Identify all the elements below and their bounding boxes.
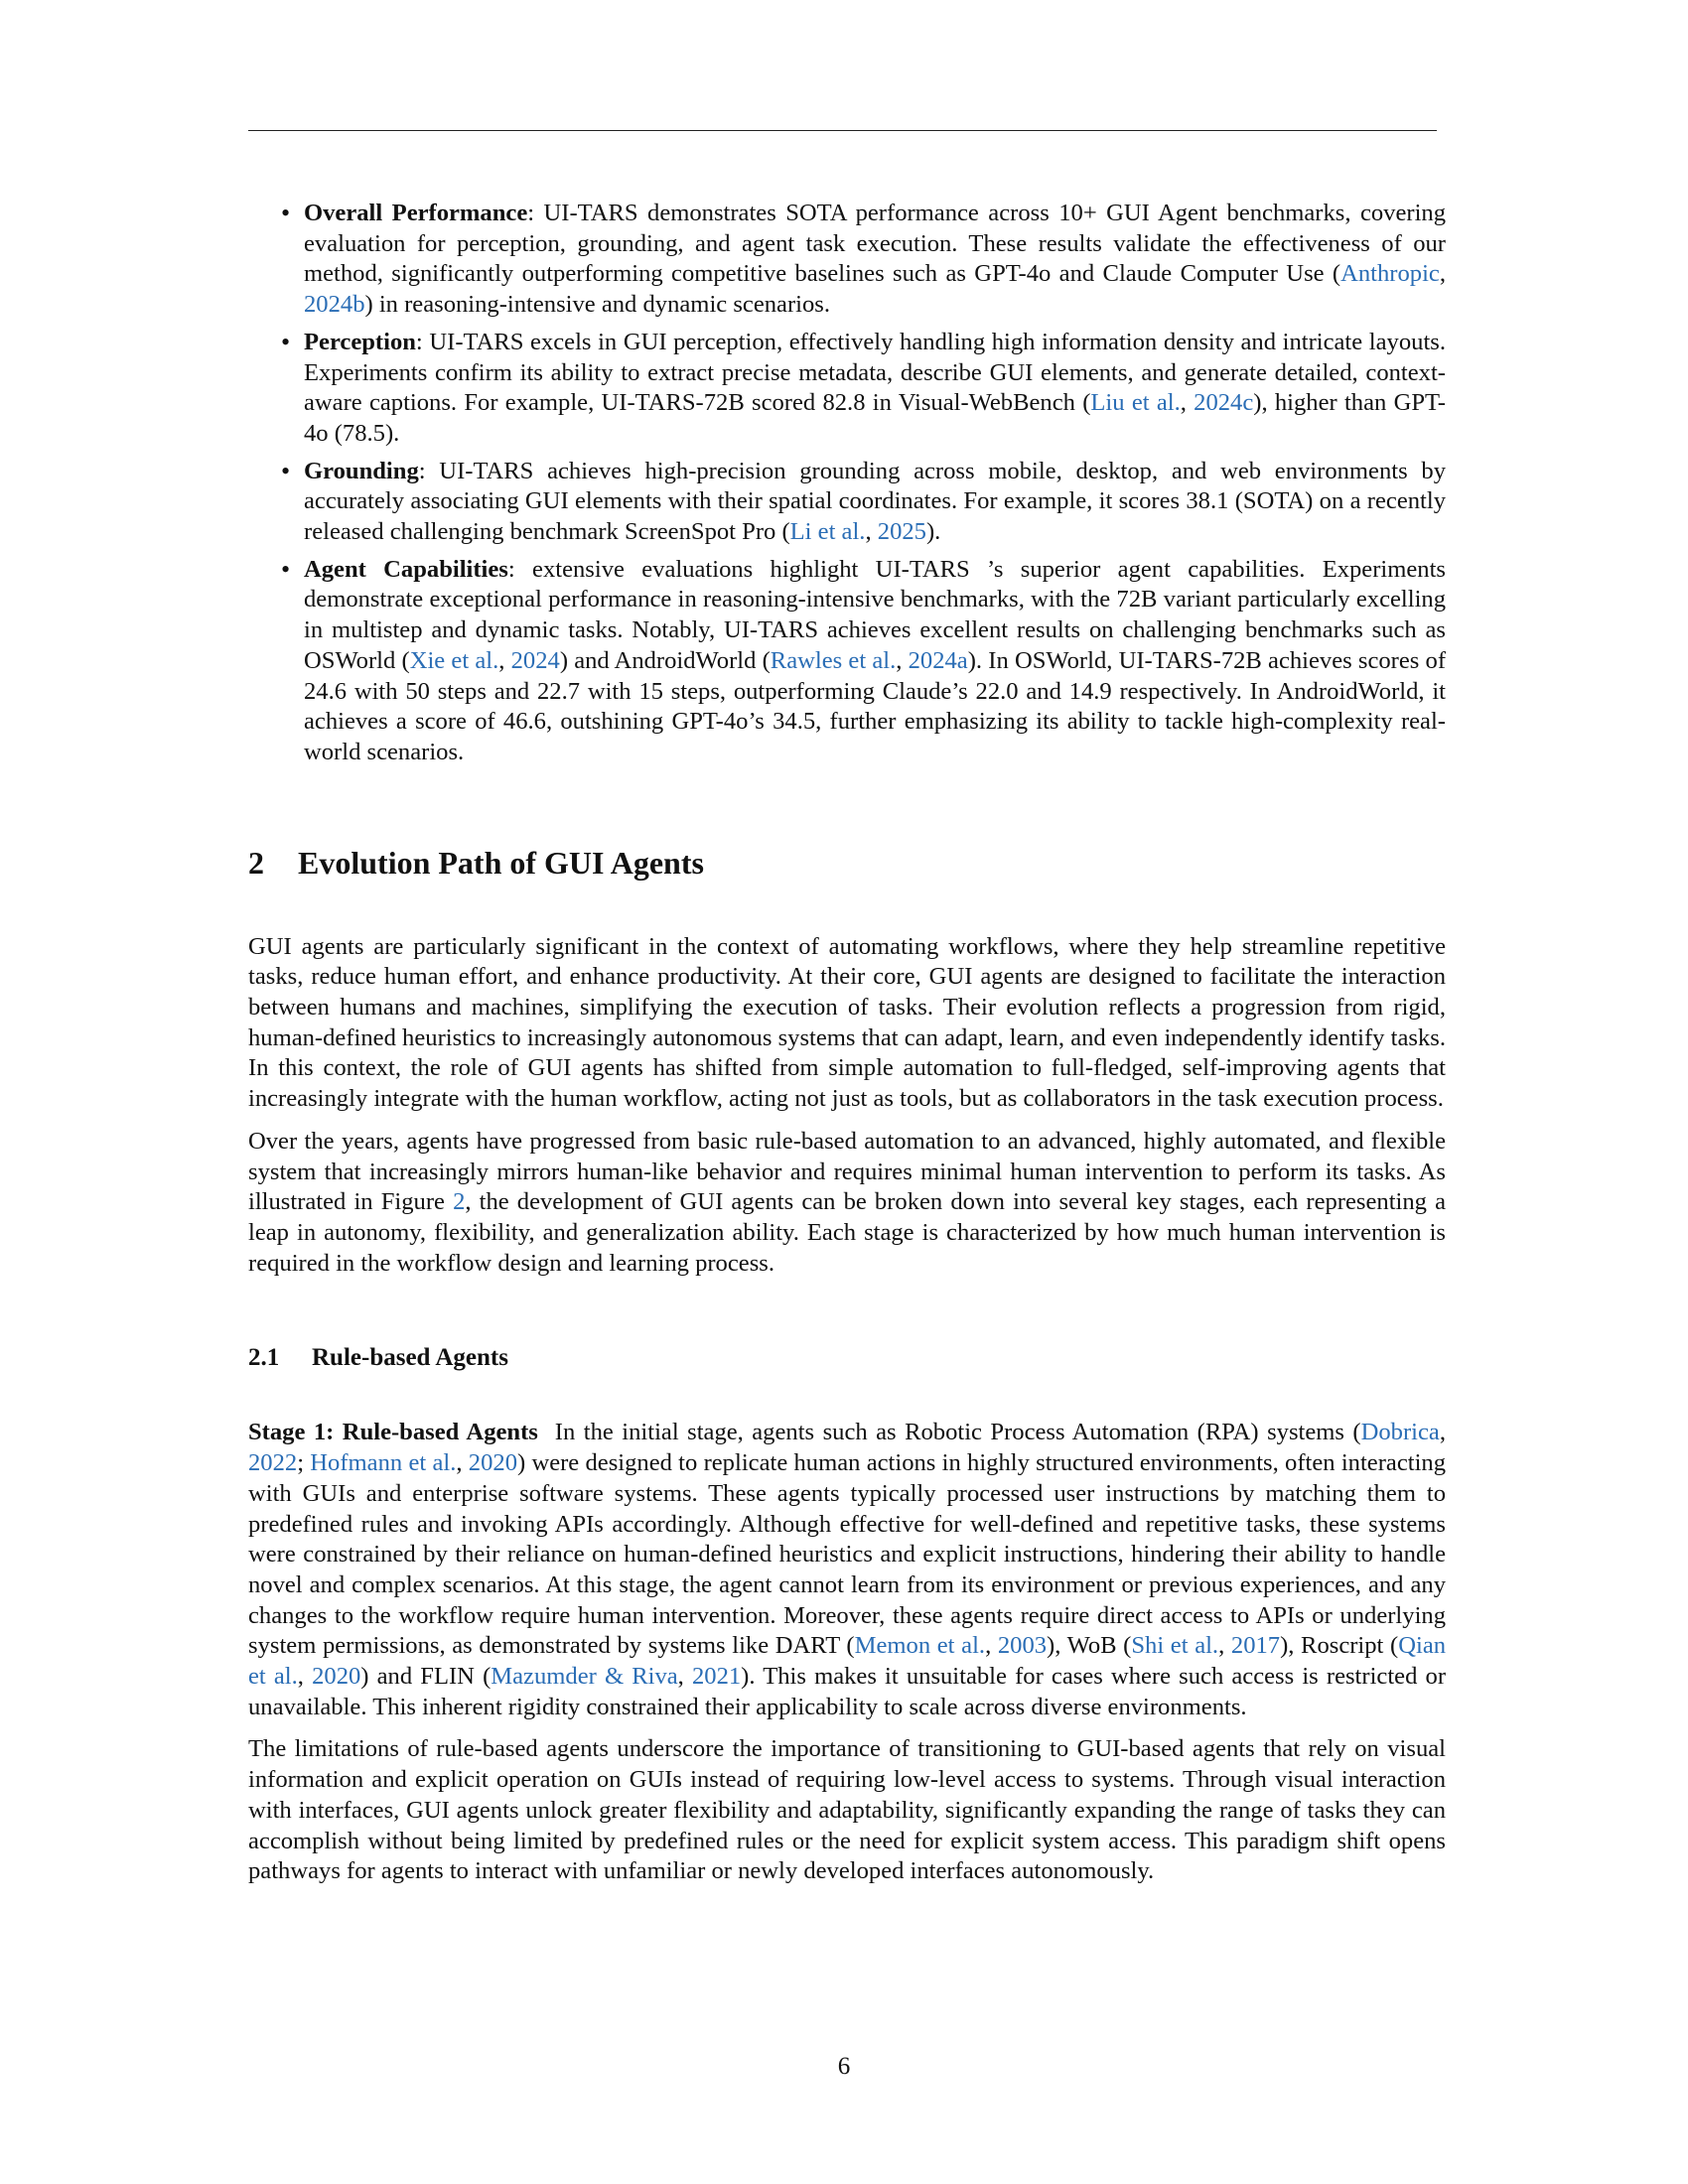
citation-link[interactable]: Liu et al. — [1090, 389, 1181, 417]
paragraph — [248, 1127, 1446, 1280]
citation-year-link[interactable]: 2020 — [312, 1663, 361, 1691]
citation-year-link[interactable]: 2024c — [1194, 389, 1254, 417]
paragraph-label: Stage 1: Rule-based Agents — [248, 1419, 538, 1446]
bullet-text-end: ) in reasoning-intensive and dynamic scenarios. — [364, 291, 830, 319]
paragraph-text: ) and FLIN ( — [360, 1663, 492, 1691]
list-item — [248, 457, 1446, 548]
paragraph-text: ). This makes it unsuitable for cases where such access is restricted or unavailable. This inherent rigidity constrained their applicability to scale across diverse environments. — [248, 1663, 1447, 1720]
section-heading — [248, 843, 1446, 883]
paragraph-text: Over the years, agents have progressed from basic rule-based automation to an advanced, highly automated, and flexible system that increasingly mirrors human-like behavior and requires minimal human intervention to perform its tasks. As illustrated in Figure — [248, 1127, 1446, 1216]
bullet-term: Perception — [304, 328, 416, 355]
paragraph: The limitations of rule-based agents underscore the importance of transitioning to GUI-based agents that rely on visual information and explicit operation on GUIs instead of requiring low-level access to systems. Through visual interaction with interfaces, GUI agents unlock greater flexibility and adaptability, significantly expanding the range of tasks they can accomplish without being limited by predefined rules or the need for explicit system access. This paradigm shift opens pathways for agents to interact with unfamiliar or newly developed interfaces autonomously. — [248, 1735, 1446, 1885]
paragraph-text: ), Roscript ( — [1280, 1632, 1399, 1660]
citation-year-link[interactable]: 2024 — [510, 646, 560, 674]
list-item — [248, 555, 1446, 768]
subsection-number: 2.1 — [248, 1344, 280, 1372]
page-number: 6 — [837, 2053, 851, 2080]
citation-year-link[interactable]: 2021 — [691, 1663, 742, 1691]
subsection-heading — [248, 1342, 1446, 1374]
bullet-term: Agent Capabilities — [304, 555, 508, 583]
citation-link[interactable]: Xie et al. — [409, 646, 499, 674]
citation-link[interactable]: Hofmann et al. — [310, 1449, 457, 1477]
list-item — [248, 199, 1446, 321]
citation-link[interactable]: Qian et al. — [248, 1632, 1447, 1691]
bullet-term: Overall Performance — [304, 200, 528, 226]
bullet-text: : UI-TARS demonstrates SOTA performance across 10+ GUI Agent benchmarks, covering evaluation for perception, grounding, and agent task execution. These results validate the effectiveness of our method, significantly outperforming competitive baselines such as GPT-4o and Claude Computer Use ( — [304, 200, 1446, 288]
citation-link[interactable]: Mazumder & Riva — [491, 1663, 678, 1691]
bullet-text-end: ). In OSWorld, UI-TARS-72B achieves scores of 24.6 with 50 steps and 22.7 with 15 steps, outperforming Claude’s 22.0 and 14.9 respectively. In AndroidWorld, it achieves a score of 46.6, outshining GPT-4o’s 34.5, further emphasizing its ability to tackle high-complexity real-world scenarios. — [304, 646, 1447, 765]
citation-year-link[interactable]: 2024b — [304, 291, 365, 319]
citation-separator: , — [865, 518, 878, 546]
subsection-body — [248, 1418, 1446, 1887]
citation-year-link[interactable]: 2022 — [248, 1449, 298, 1477]
citation-link[interactable]: Memon et al. — [854, 1632, 986, 1660]
citation-year-link[interactable]: 2025 — [877, 518, 926, 546]
bullet-text: : UI-TARS achieves high-precision grounding across mobile, desktop, and web environments by accurately associating GUI elements with their spatial coordinates. For example, it scores 38.1 (SOTA) on a recently released challenging benchmark ScreenSpot Pro ( — [304, 457, 1446, 546]
paragraph-text: In the initial stage, agents such as Robotic Process Automation (RPA) systems ( — [537, 1419, 1361, 1446]
subsection-title: Rule-based Agents — [312, 1344, 508, 1372]
paragraph: Stage 1: Rule-based Agents In the initial stage, agents such as Robotic Process Automation (RPA) systems (Dobrica, 2022; Hofmann et al., 2020) were designed to replicate human actions in highly structured environments, often interacting with GUIs and enterprise software systems. These agents typically processed user instructions by matching them to predefined rules and invoking APIs accordingly. Although effective for well-defined and repetitive tasks, these systems were constrained by their reliance on human-defined heuristics and explicit instructions, hindering their ability to handle novel and complex scenarios. At this stage, the agent cannot learn from its environment or previous experiences, and any changes to the workflow require human intervention. Moreover, these agents require direct access to APIs or underlying system permissions, as demonstrated by systems like DART (Memon et al., 2003), WoB (Shi et al., 2017), Roscript (Qian et al., 2020) and FLIN (Mazumder & Riva, 2021). This makes it unsuitable for cases where such access is restricted or unavailable. This inherent rigidity constrained their applicability to scale across diverse environments. — [248, 1419, 1447, 1720]
citation-separator: , — [1439, 260, 1446, 288]
citation-year-link[interactable]: 2003 — [997, 1632, 1048, 1660]
bullet-text-end: ). — [925, 518, 941, 546]
citation-link[interactable]: Shi et al. — [1131, 1632, 1219, 1660]
section-number: 2 — [248, 844, 264, 881]
citation-separator: , — [498, 646, 511, 674]
paragraph: GUI agents are particularly significant in the context of automating workflows, where they help streamline repetitive tasks, reduce human effort, and enhance productivity. At their core, GUI agents are designed to facilitate the interaction between humans and machines, simplifying the execution of tasks. Their evolution reflects a progression from rigid, human-defined heuristics to increasingly autonomous systems that can adapt, learn, and even independently identify tasks. In this context, the role of GUI agents has shifted from simple automation to full-fledged, self-improving agents that increasingly integrate with the human workflow, acting not just as tools, but as collaborators in the task execution process. — [248, 932, 1446, 1113]
citation-year-link[interactable]: 2024a — [908, 646, 968, 674]
bullet-term: Grounding — [304, 457, 419, 484]
citation-link[interactable]: Anthropic — [1340, 260, 1440, 288]
contribution-list — [248, 199, 1446, 768]
list-item — [248, 328, 1446, 450]
citation-separator: , — [896, 646, 909, 674]
bullet-text: : extensive evaluations highlight UI-TARS ’s superior agent capabilities. Experiments demonstrate exceptional performance in reasoning-intensive benchmarks, with the 72B variant particularly excelling in multistep and dynamic tasks. Notably, UI-TARS achieves excellent results on challenging benchmarks such as OSWorld ( — [304, 555, 1446, 674]
paragraph-text: ), WoB ( — [1047, 1632, 1132, 1660]
paragraph-text: , the development of GUI agents can be broken down into several key stages, each representing a leap in autonomy, flexibility, and generalization ability. Each stage is characterized by how much human intervention is required in the workflow design and learning process. — [248, 1188, 1446, 1277]
citation-year-link[interactable]: 2017 — [1230, 1632, 1281, 1660]
figure-ref-link[interactable]: 2 — [453, 1188, 466, 1216]
citation-link[interactable]: Li et al. — [789, 518, 866, 546]
citation-year-link[interactable]: 2020 — [468, 1449, 517, 1477]
bullet-text-end: ), higher than GPT-4o (78.5). — [304, 389, 1446, 447]
header-rule — [248, 130, 1437, 131]
paragraph-text: ) were designed to replicate human actions in highly structured environments, often interacting with GUIs and enterprise software systems. These agents typically processed user instructions by matching them to predefined rules and invoking APIs accordingly. Although effective for well-defined and repetitive tasks, these systems were constrained by their reliance on human-defined heuristics and explicit instructions, hindering their ability to handle novel and complex scenarios. At this stage, the agent cannot learn from its environment or previous experiences, and any changes to the workflow require human intervention. Moreover, these agents require direct access to APIs or underlying system permissions, as demonstrated by systems like DART ( — [248, 1449, 1447, 1660]
bullet-text-mid: ) and AndroidWorld ( — [559, 646, 771, 674]
citation-link[interactable]: Dobrica — [1360, 1419, 1440, 1446]
citation-link[interactable]: Rawles et al. — [770, 646, 897, 674]
section-body — [248, 932, 1446, 1280]
page-content — [248, 199, 1446, 1887]
citation-separator: , — [1180, 389, 1195, 417]
bullet-text: : UI-TARS excels in GUI perception, effectively handling high information density and intricate layouts. Experiments confirm its ability to extract precise metadata, describe GUI elements, and generate detailed, context-aware captions. For example, UI-TARS-72B scored 82.8 in Visual-WebBench ( — [304, 328, 1446, 417]
section-title: Evolution Path of GUI Agents — [298, 844, 704, 881]
